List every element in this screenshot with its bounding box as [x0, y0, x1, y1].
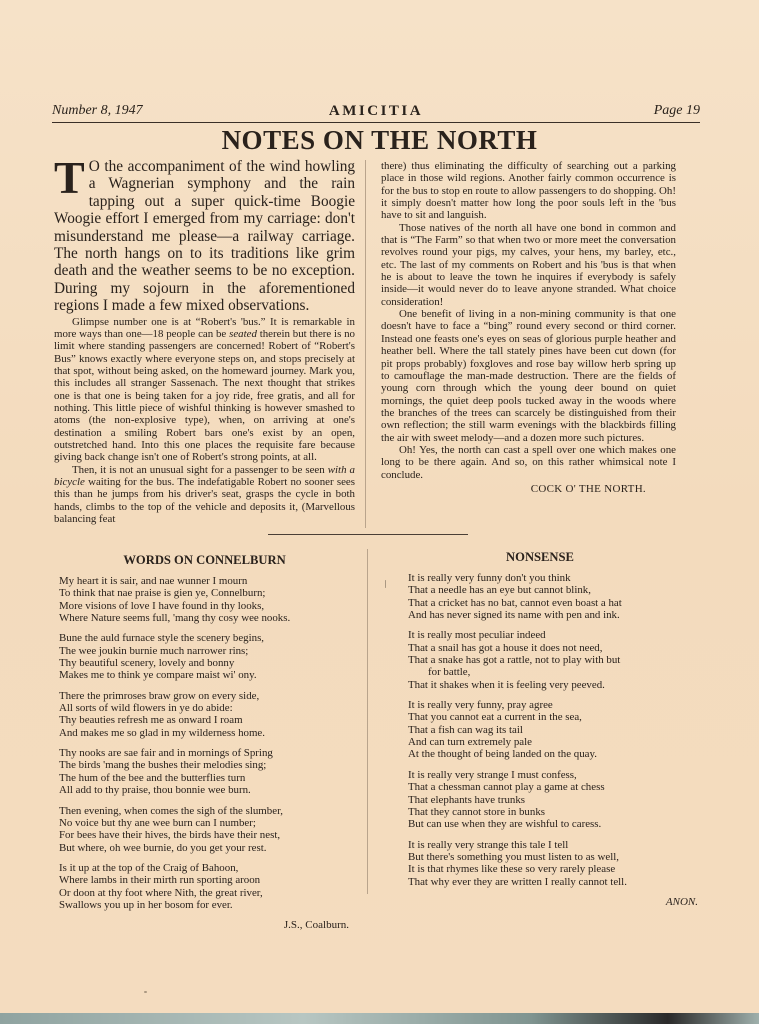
column-divider [367, 549, 368, 894]
poem-stanza [408, 572, 698, 621]
poem-line: All add to thy praise, thou bonnie wee burn. [59, 784, 251, 797]
section-divider [268, 534, 468, 535]
poem-line: And has never signed its name with pen and ink. [408, 609, 620, 622]
article-lead-paragraph [54, 152, 355, 315]
poem-line: That a snail has got a house it does not need, [408, 641, 603, 654]
paragraph-text: Then, it is not an unusual sight for a passenger to be seen [72, 463, 328, 476]
article-title: NOTES ON THE NORTH [221, 125, 538, 155]
issue-number: Number 8, 1947 [52, 103, 143, 118]
poem-line: It is really most peculiar indeed [408, 629, 546, 642]
article-author: COCK O' THE NORTH. [530, 482, 646, 495]
poem-line: Is it up at the top of the Craig of Bahoon, [59, 861, 239, 874]
poem-line: The hum of the bee and the butterflies turn [59, 771, 246, 784]
poem-line: Where Nature seems full, 'mang thy cosy wee nooks. [59, 612, 291, 625]
poem-stanza [59, 690, 349, 739]
poem-line: The birds 'mang the bushes their melodies sing; [59, 759, 267, 772]
poem-line: For bees have their hives, the birds have their nest, [59, 829, 281, 842]
poem-line: All sorts of wild flowers in ye do abide: [59, 702, 233, 715]
poem-line: It is that rhymes like these so very rarely please [408, 863, 616, 876]
poem-line: That it shakes when it is feeling very peeved. [408, 678, 605, 691]
poem-line: Thy beautiful scenery, lovely and bonny [59, 657, 235, 670]
poem-line: That they cannot store in bunks [408, 805, 546, 818]
poem-author: J.S., Coalburn. [283, 919, 349, 932]
poem-line: Then evening, when comes the sigh of the slumber, [59, 804, 283, 817]
poem-author: ANON. [665, 895, 698, 908]
article-paragraph: One benefit of living in a non-mining community is that one doesn't have to face a “bing” round every second or third corner. Instead one feasts one's eyes on seas of glorious purple heather and heather bell. Where the tall stately pines have been cut down (for pit props probably) foxgloves and rose bay willow herb spring up to camouflage the man-made destruction. There are the fields of young corn through which the young deer bound on quiet mornings, the quiet deep pools tucked away in the woods where the branches of the trees can scarcely be distinguished from their own reflection; the still warm evenings with the blackbirds filling the air with sweet melody—and a dozen more such pictures. [381, 308, 676, 444]
lead-text: O the accompaniment of the wind howling a Wagnerian symphony and the rain tapping out a super quick-time Boogie Woogie effort I emerged from my carriage: don't misunderstand me please—a railway carriage. The north hangs on to its traditions like grim death and the weather seems to be no exception. During my sojourn in the aforementioned regions I made a few mixed observations. [54, 158, 355, 315]
poem-line: That a snake has got a rattle, not to play with but [408, 654, 621, 667]
article-paragraph: there) thus eliminating the difficulty of searching out a parking place in those wild regions. Another fairly common occurrence is for the bus to stop en route to allow passengers to do shopping. Oh! it simply doesn't matter how long the poor souls left in the 'bus have to sit and languish. [381, 160, 676, 222]
poem-line: Thy nooks are sae fair and in mornings of Spring [59, 747, 273, 760]
poem-line: It is really very strange this tale I tell [408, 838, 569, 851]
poem-line: But where, oh wee burnie, do you get your rest. [59, 841, 267, 854]
poem-line: Swallows you up in her bosom for ever. [59, 898, 233, 911]
poem-stanza [408, 699, 698, 761]
poem-stanza [59, 747, 349, 796]
poem-line: That why ever they are written I really cannot tell. [408, 875, 627, 888]
poem-line: Or doon at thy foot where Nith, the great river, [59, 886, 263, 899]
poem-line: That a chessman cannot play a game at chess [408, 781, 605, 794]
magazine-title: AMICITIA [328, 103, 424, 119]
poem-stanza [408, 839, 698, 888]
poem-line: But there's something you must listen to as well, [408, 850, 619, 863]
poem-line: Thy beauties refresh me as onward I roam [59, 714, 243, 727]
poem-stanza [408, 769, 698, 831]
poem-line: That elephants have trunks [408, 793, 526, 806]
article-paragraph: Those natives of the north all have one bond in common and that is “The Farm” so that when two or more meet the conversation revolves round your pigs, my calves, your hens, my barley, etc., etc. The last of my comments on Robert and his 'bus is that when he is about to leave the town he inquires if everybody is safely inside—it would never do to leave anyone stranded. What choice consideration! [381, 221, 676, 308]
article-column-right [381, 160, 676, 495]
poem-line: At the thought of being landed on the quay. [408, 748, 597, 761]
poem-stanza [59, 632, 349, 681]
emphasis-text: seated [229, 328, 257, 340]
article-column-left [54, 152, 356, 526]
poem-stanza [59, 862, 349, 911]
page-number: Page 19 [653, 103, 700, 118]
article-paragraph [54, 464, 355, 526]
poem-nonsense [408, 572, 698, 908]
paper-speck [144, 991, 147, 993]
poem-line: The wee joukin burnie much narrower rins; [59, 644, 249, 657]
poem-line: And makes me so glad in my wilderness home. [59, 726, 265, 739]
emphasis-text: with a bicycle [54, 463, 355, 489]
poem-line: Makes me to think ye compare maist wi' ony. [59, 669, 257, 682]
paragraph-text: Glimpse number one is at “Robert's 'bus.” It is remarkable in more ways than one—18 people can be [54, 315, 355, 340]
poem-line: That a fish can wag its tail [408, 723, 523, 736]
poem-title-nonsense: NONSENSE [506, 550, 574, 564]
poem-line: It is really very funny, pray agree [408, 699, 553, 712]
poem-line: It is really very funny don't you think [408, 572, 571, 584]
scan-background-edge [0, 1013, 759, 1024]
paper-speck [385, 580, 386, 588]
drop-cap: T [54, 152, 85, 203]
poem-line: That you cannot eat a current in the sea, [408, 711, 582, 724]
poem-line: No voice but thy ane wee burn can I number; [59, 816, 256, 829]
poem-line: It is really very strange I must confess, [408, 768, 577, 781]
poem-line: That a cricket has no bat, cannot even boast a hat [408, 596, 622, 609]
article-paragraph [54, 316, 355, 464]
poem-line: And can turn extremely pale [408, 736, 532, 749]
poem-line: There the primroses braw grow on every side, [59, 689, 260, 702]
poem-line: My heart it is sair, and nae wunner I mourn [59, 575, 248, 587]
poem-title-connelburn: WORDS ON CONNELBURN [123, 553, 286, 567]
paragraph-text: waiting for the bus. The indefatigable Robert no sooner sees this than he jumps from his driver's seat, grasps the cycle in both hands, climbs to the top of the vehicle and deposits it, (Marvellous balancing feat [54, 476, 355, 526]
poem-stanza [59, 575, 349, 624]
running-header [52, 101, 700, 121]
poem-line: That a needle has an eye but cannot blink, [408, 584, 591, 597]
poem-line: for battle, [428, 666, 471, 679]
poem-line: To think that nae praise is gien ye, Connelburn; [59, 587, 266, 600]
column-divider [365, 160, 366, 528]
poem-stanza [59, 805, 349, 854]
paragraph-text: therein but there is no limit where standing passengers are concerned! Robert of “Robert's Bus” knows exactly where everyone steps on, and stops precisely at that spot, without being asked, on the homeward journey. Mark you, this includes all stranger Sassenach. The next thought that strikes one is that one is being taken for a joy ride, free gratis, and all for nothing. This little piece of wishful thinking is however smashed to atoms (the non-explosive type), when, on arriving at one's destination a smiling Robert bars one's exist by an open, outstretched hand. Into this one places the requisite fare because giving back change isn't one of Robert's strong points, at all. [54, 328, 356, 464]
poem-line: Where lambs in their mirth run sporting aroon [59, 874, 261, 887]
header-rule [52, 122, 700, 123]
poem-stanza [408, 629, 698, 691]
poem-line: But can use when they are wishful to caress. [408, 818, 602, 831]
poem-connelburn [59, 575, 349, 932]
article-paragraph: Oh! Yes, the north can cast a spell over one which makes one long to be there again. And so, on this rather whimsical note I conclude. [381, 443, 676, 481]
poem-line: More visions of love I have found in thy looks, [59, 599, 265, 612]
poem-line: Bune the auld furnace style the scenery begins, [59, 632, 265, 645]
